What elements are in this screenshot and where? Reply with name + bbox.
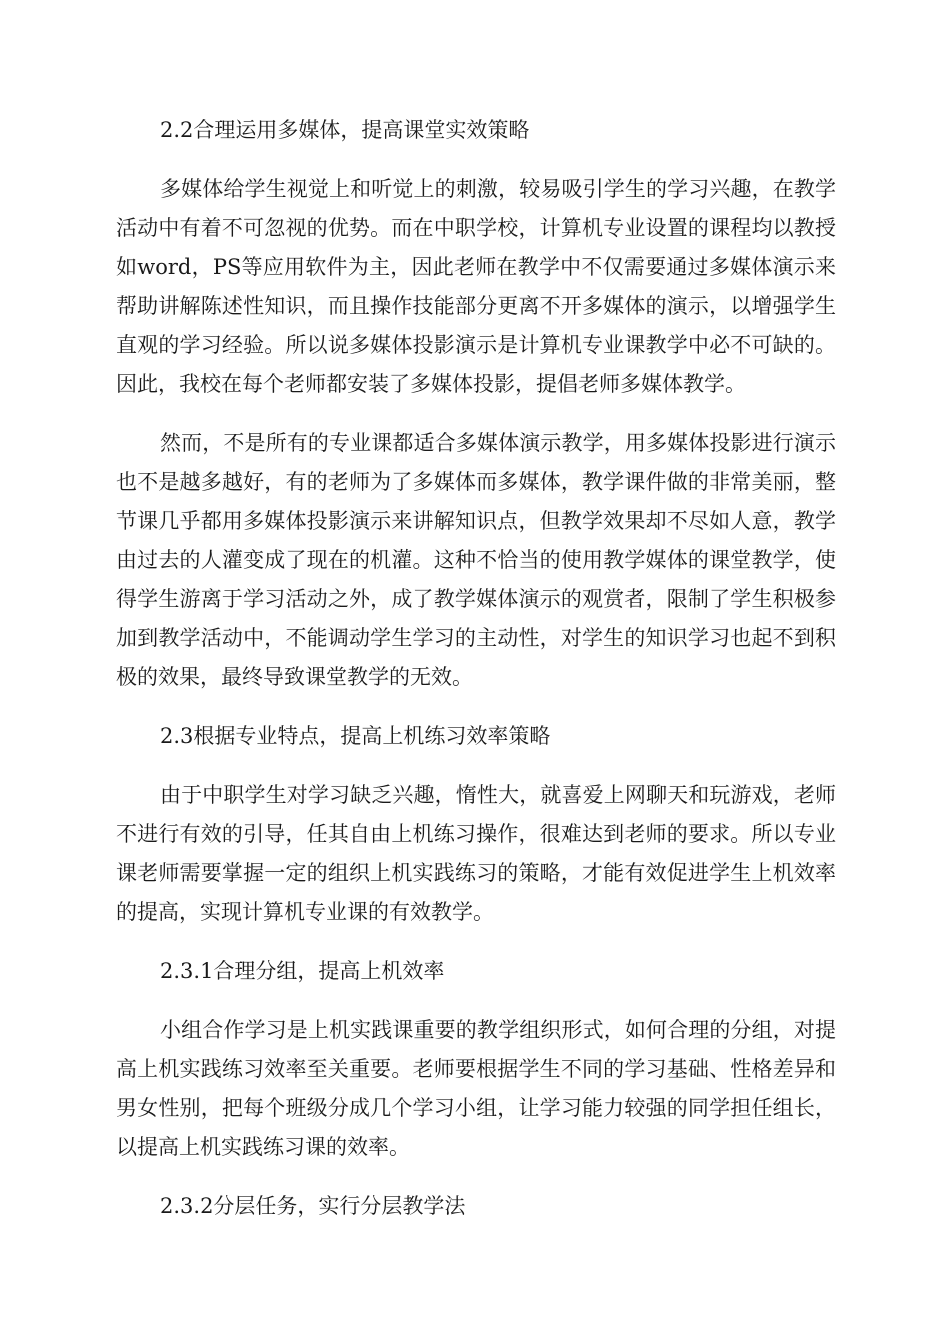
paragraph-grouping: 小组合作学习是上机实践课重要的教学组织形式，如何合理的分组，对提高上机实践练习效率至关重要。老师要根据学生不同的学习基础、性格差异和男女性别，把每个班级分成几个学习小组，让学习能力较强的同学担任组长，以提高上机实践练习课的效率。 [116,1018,836,1159]
document-body [116,111,836,1226]
section-heading-2-3-2: 2.3.2分层任务，实行分层教学法 [160,1194,466,1218]
paragraph-multimedia-misuse: 然而，不是所有的专业课都适合多媒体演示教学，用多媒体投影进行演示也不是越多越好，有的老师为了多媒体而多媒体，教学课件做的非常美丽，整节课几乎都用多媒体投影演示来讲解知识点，但教学效果却不尽如人意，教学由过去的人灌变成了现在的机灌。这种不恰当的使用教学媒体的课堂教学，使得学生游离于学习活动之外，成了教学媒体演示的观赏者，限制了学生积极参加到教学活动中，不能调动学生学习的主动性，对学生的知识学习也起不到积极的效果，最终导致课堂教学的无效。 [116,431,836,689]
paragraph-lab-practice: 由于中职学生对学习缺乏兴趣，惰性大，就喜爱上网聊天和玩游戏，老师不进行有效的引导，任其自由上机练习操作，很难达到老师的要求。所以专业课老师需要掌握一定的组织上机实践练习的策略，才能有效促进学生上机效率的提高，实现计算机专业课的有效教学。 [116,783,836,924]
paragraph-multimedia-advantages: 多媒体给学生视觉上和听觉上的刺激，较易吸引学生的学习兴趣，在教学活动中有着不可忽视的优势。而在中职学校，计算机专业设置的课程均以教授如word，PS等应用软件为主，因此老师在教学中不仅需要通过多媒体演示来帮助讲解陈述性知识，而且操作技能部分更离不开多媒体的演示，以增强学生直观的学习经验。所以说多媒体投影演示是计算机专业课教学中必不可缺的。因此，我校在每个老师都安装了多媒体投影，提倡老师多媒体教学。 [116,177,836,396]
section-heading-2-2: 2.2合理运用多媒体，提高课堂实效策略 [160,118,530,142]
section-heading-2-3: 2.3根据专业特点，提高上机练习效率策略 [160,724,551,748]
section-heading-2-3-1: 2.3.1合理分组，提高上机效率 [160,959,445,983]
